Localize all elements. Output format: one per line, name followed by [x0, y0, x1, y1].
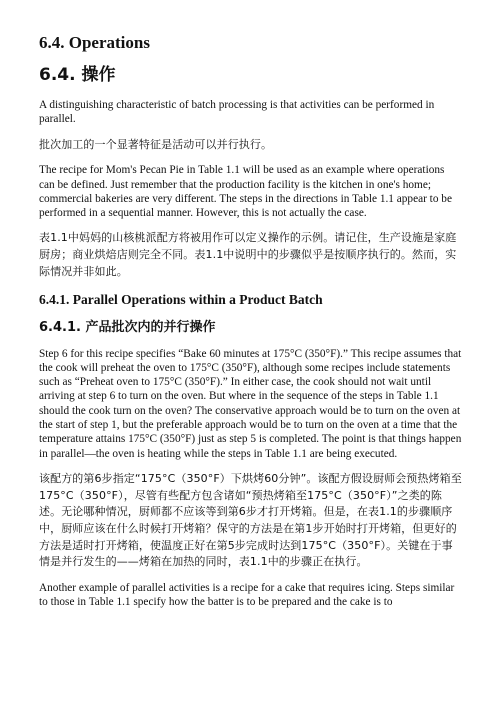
section-heading-zh: 6.4. 操作 [39, 65, 116, 85]
section-paragraph-1-en: A distinguishing characteristic of batch processing is that activities can be performed in parallel. [39, 99, 435, 126]
subsection-heading-zh: 6.4.1. 产品批次内的并行操作 [39, 319, 216, 335]
section-paragraph-1-zh: 批次加工的一个显著特征是活动可以并行执行。 [39, 137, 273, 151]
subsection-paragraph-1-en: Step 6 for this recipe specifies “Bake 60 minutes at 175°C (350°F).” This recipe assumes that the cook will preheat the oven to 175°C (350°F), although some recipes include statements such as “Preheat oven to 175°C (350°F).” In either case, the cook should not wait until arriving at step 6 to turn on the oven. But where in the sequence of the steps in Table 1.1 should the cook turn on the oven? The conservative approach would be to turn on the oven at the start of step 1, but the preferable approach would be to turn on the oven at a time that the temperature attains 175°C (350°F) just as step 5 is completed. The point is that things happen in parallel—the oven is heating while the steps in Table 1.1 are being executed. [39, 347, 462, 460]
subsection-paragraph-2-en: Another example of parallel activities is a recipe for a cake that requires icing. Steps similar to those in Table 1.1 specify how the batter is to be prepared and the cake is to [39, 582, 455, 609]
subsection-paragraph-1-zh: 该配方的第6步指定“175°C（350°F）下烘烤60分钟”。该配方假设厨师会预热烤箱至175°C（350°F），尽管有些配方包含诸如“预热烤箱至175°C（350°F）”之类的陈述。无论哪种情况，厨师都不应该等到第6步才打开烤箱。但是，在表1.1的步骤顺序中，厨师应该在什么时候打开烤箱？保守的方法是在第1步开始时打开烤箱，但更好的方法是适时打开烤箱，使温度正好在第5步完成时达到175°C（350°F）。关键在于事情是并行发生的——烤箱在加热的同时，表1.1中的步骤正在执行。 [39, 471, 462, 569]
section-paragraph-2-zh: 表1.1中妈妈的山核桃派配方将被用作可以定义操作的示例。请记住，生产设施是家庭厨房；商业烘焙店则完全不同。表1.1中说明中的步骤似乎是按顺序执行的。然而，实际情况并非如此。 [39, 231, 457, 278]
subsection-heading-en: 6.4.1. Parallel Operations within a Product Batch [39, 291, 323, 307]
section-heading-en: 6.4. Operations [39, 33, 150, 52]
section-paragraph-2-en: The recipe for Mom's Pecan Pie in Table 1.1 will be used as an example where operations can be defined. Just remember that the production facility is the kitchen in one's home; commercial bakeries are very different. The steps in the directions in Table 1.1 appear to be performed in a sequential manner. However, this is not actually the case. [39, 164, 452, 220]
